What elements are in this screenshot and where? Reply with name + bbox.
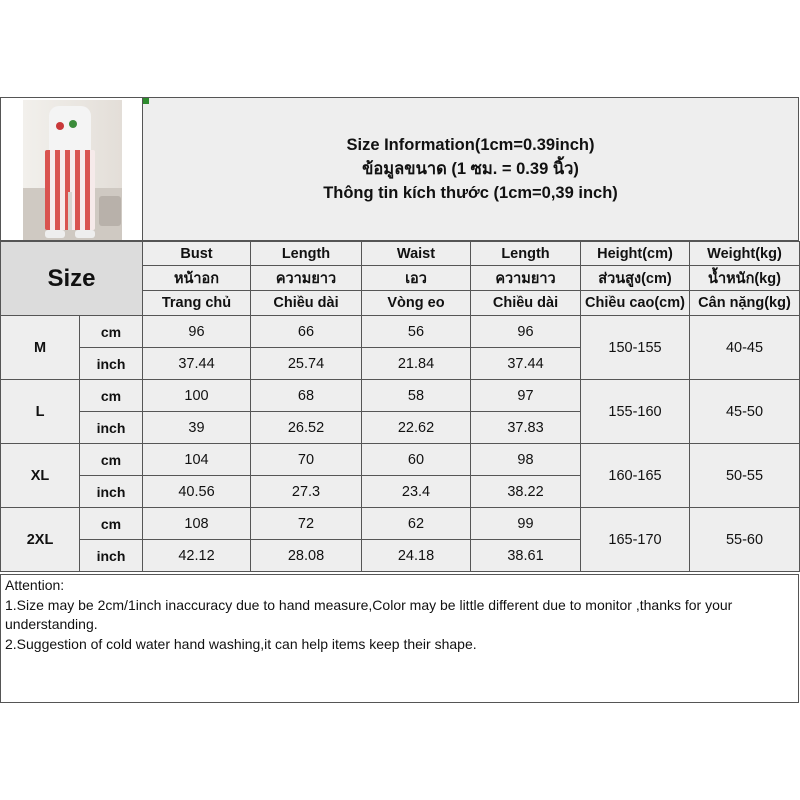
title-block [143, 98, 798, 240]
value-cell: 58 [362, 380, 471, 412]
value-cell: 40.56 [143, 476, 251, 508]
col-header-vi: Chiều dài [471, 291, 581, 316]
value-cell: 60 [362, 444, 471, 476]
photo-cell [1, 98, 143, 240]
value-cell: 66 [251, 316, 362, 348]
col-header-vi: Chiều cao(cm) [581, 291, 690, 316]
col-header-en: Length [471, 242, 581, 266]
attention-heading: Attention: [5, 577, 65, 593]
value-cell: 28.08 [251, 540, 362, 572]
value-cell: 98 [471, 444, 581, 476]
size-label: L [1, 380, 80, 444]
value-cell: 37.44 [143, 348, 251, 380]
value-cell: 21.84 [362, 348, 471, 380]
value-cell: 56 [362, 316, 471, 348]
col-header-vi: Trang chủ [143, 291, 251, 316]
value-cell: 22.62 [362, 412, 471, 444]
col-header-en: Bust [143, 242, 251, 266]
col-header-en: Length [251, 242, 362, 266]
value-cell: 24.18 [362, 540, 471, 572]
unit-cm: cm [80, 444, 143, 476]
value-cell: 108 [143, 508, 251, 540]
weight-range: 50-55 [690, 444, 800, 508]
size-table [0, 241, 800, 572]
col-header-th: น้ำหนัก(kg) [690, 266, 800, 291]
value-cell: 104 [143, 444, 251, 476]
attention-line-2: 2.Suggestion of cold water hand washing,it can help items keep their shape. [5, 635, 477, 652]
value-cell: 27.3 [251, 476, 362, 508]
size-chart [0, 97, 800, 703]
col-header-en: Weight(kg) [690, 242, 800, 266]
col-header-en: Height(cm) [581, 242, 690, 266]
size-label: XL [1, 444, 80, 508]
weight-range: 40-45 [690, 316, 800, 380]
col-header-th: เอว [362, 266, 471, 291]
value-cell: 72 [251, 508, 362, 540]
col-header-vi: Vòng eo [362, 291, 471, 316]
height-range: 160-165 [581, 444, 690, 508]
unit-inch: inch [80, 348, 143, 380]
unit-cm: cm [80, 508, 143, 540]
value-cell: 26.52 [251, 412, 362, 444]
attention-notes [0, 574, 799, 703]
height-range: 150-155 [581, 316, 690, 380]
col-header-vi: Chiều dài [251, 291, 362, 316]
corner-marker [143, 98, 149, 104]
col-header-th: หน้าอก [143, 266, 251, 291]
unit-inch: inch [80, 476, 143, 508]
title-english: Size Information(1cm=0.39inch) [346, 136, 595, 154]
value-cell: 38.61 [471, 540, 581, 572]
size-chart-header [0, 97, 799, 241]
value-cell: 39 [143, 412, 251, 444]
weight-range: 45-50 [690, 380, 800, 444]
weight-range: 55-60 [690, 508, 800, 572]
col-header-th: ความยาว [251, 266, 362, 291]
value-cell: 99 [471, 508, 581, 540]
value-cell: 68 [251, 380, 362, 412]
col-header-th: ความยาว [471, 266, 581, 291]
title-vietnamese: Thông tin kích thước (1cm=0,39 inch) [323, 184, 618, 202]
value-cell: 37.83 [471, 412, 581, 444]
size-header: Size [1, 242, 143, 316]
value-cell: 42.12 [143, 540, 251, 572]
value-cell: 96 [471, 316, 581, 348]
size-label: 2XL [1, 508, 80, 572]
col-header-th: ส่วนสูง(cm) [581, 266, 690, 291]
unit-cm: cm [80, 316, 143, 348]
title-thai: ข้อมูลขนาด (1 ซม. = 0.39 นิ้ว) [362, 160, 579, 178]
value-cell: 100 [143, 380, 251, 412]
col-header-vi: Cân nặng(kg) [690, 291, 800, 316]
attention-line-1: 1.Size may be 2cm/1inch inaccuracy due to hand measure,Color may be little different due to monitor ,thanks for your understanding. [5, 596, 733, 632]
value-cell: 37.44 [471, 348, 581, 380]
unit-cm: cm [80, 380, 143, 412]
value-cell: 97 [471, 380, 581, 412]
size-label: M [1, 316, 80, 380]
value-cell: 96 [143, 316, 251, 348]
product-photo [23, 100, 122, 240]
value-cell: 23.4 [362, 476, 471, 508]
height-range: 165-170 [581, 508, 690, 572]
value-cell: 62 [362, 508, 471, 540]
value-cell: 25.74 [251, 348, 362, 380]
height-range: 155-160 [581, 380, 690, 444]
unit-inch: inch [80, 540, 143, 572]
value-cell: 38.22 [471, 476, 581, 508]
value-cell: 70 [251, 444, 362, 476]
unit-inch: inch [80, 412, 143, 444]
col-header-en: Waist [362, 242, 471, 266]
